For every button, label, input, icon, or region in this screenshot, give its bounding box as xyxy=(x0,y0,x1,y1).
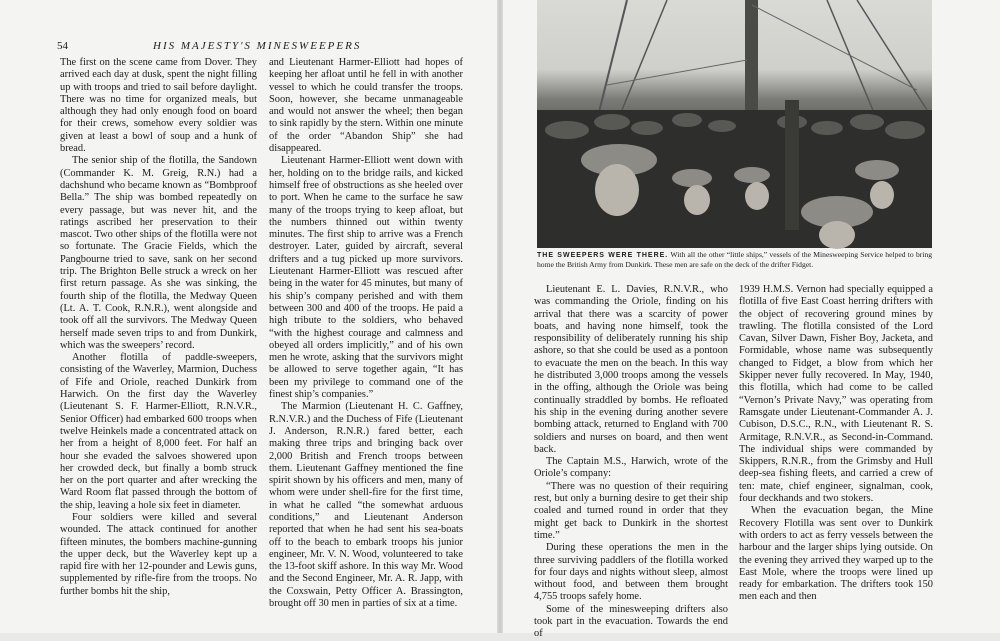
paragraph: When the evacuation began, the Mine Recovery Flotilla was sent over to Dunkirk with orders to act as ferry vessels between the harbour and the larger ships lying outside. On the evening they arrived they warped up to the East Mole, where the troops were lined up ready for embarkation. The drifters took 150 men each and then xyxy=(739,505,933,603)
paragraph: The senior ship of the flotilla, the Sandown (Commander K. M. Greig, R.N.) had a dachshund who became known as “Bombproof Bella.” The ship was bombed repeatedly on every passage, but was never hit, and the ratings ascribed her preservation to their mascot. Two other ships of the flotilla were not so fortunate. The Gracie Fields, which the Pangbourne tried to save, sank on her second trip. The Brighton Belle struck a wreck on her first return passage. As she was sinking, the fourth ship of the flotilla, the Medway Queen (Lt. A. T. Cook, R.N.R.), went alongside and took off all the survivors. The Medway Queen herself made seven trips to and from Dunkirk, which was the sweepers’ record. xyxy=(60,155,257,351)
photo-caption xyxy=(537,250,932,269)
right-column-1 xyxy=(534,284,728,640)
paragraph: 1939 H.M.S. Vernon had specially equipped a flotilla of five East Coast herring drifters with the object of recovering ground mines by trawling. The flotilla consisted of the Lord Cavan, Silver Dawn, Fisher Boy, Jacketa, and Formidable, whose name was subsequently changed to Fidget, a blow from which her Skipper never fully recovered. In May, 1940, this flotilla, which had come to be called “Vernon’s Private Navy,” was operating from Ramsgate under Lieutenant-Commander A. J. Cubison, D.S.C., R.N., with Lieutenant R. S. Armitage, R.N.V.R., as Second-in-Command. The individual ships were commanded by Skippers, R.N.R., from the Grimsby and Hull deep-sea fishing fleets, and carried a crew of ten: mate, chief engineer, signalman, cook, four deckhands and two stokers. xyxy=(739,284,933,505)
paragraph: “There was no question of their requiring rest, but only a burning desire to get their ship coaled and turned round in order that they might get back to Dunkirk in the shortest time.” xyxy=(534,480,728,541)
paragraph: and Lieutenant Harmer-Elliott had hopes of keeping her afloat until he fell in with another vessel to which he could transfer the troops. Soon, however, she became unmanageable and would not answer the wheel; then began to sink rapidly by the stern. Within one minute of the order “Abandon Ship” she had disappeared. xyxy=(269,57,463,155)
paragraph: Lieutenant E. L. Davies, R.N.V.R., who was commanding the Oriole, finding on his arrival that there was a scarcity of power boats, and having none himself, took the responsibility of deliberately running his ship ashore, so that she could be used as a pontoon to evacuate the men on the beach. In this way he distributed 3,000 troops among the vessels in the offing, although the Oriole was being continually straddled by bombs. He refloated his ship in the evening during another severe bombing attack, returned to England with 700 soldiers and nurses on board, and then went back. xyxy=(534,284,728,455)
running-head xyxy=(57,40,457,56)
deck-photograph xyxy=(537,0,932,248)
paragraph: The Captain M.S., Harwich, wrote of the Oriole’s company: xyxy=(534,456,728,480)
caption-text: With all the other “little ships,” vessels of the Minesweeping Service helped to bring home the British Army from Dunkirk. These men are safe on the deck of the drifter Fidget. xyxy=(537,250,932,269)
paragraph: Four soldiers were killed and several wounded. The attack continued for another fifteen minutes, the bombers machine-gunning the upper deck, but the Waverley kept up a rapid fire with her 12-pounder and Lewis guns, supplemented by rifle-fire from the troops. No further bombs hit the ship, xyxy=(60,511,257,597)
caption-lead: THE SWEEPERS WERE THERE. xyxy=(537,252,669,259)
paragraph: Lieutenant Harmer-Elliott went down with her, holding on to the bridge rails, and kicked himself free of obstructions as she heeled over to port. When he came to the surface he saw many of the troops trying to keep afloat, but the numbers thinned out within twenty minutes. The first ship to arrive was a French destroyer. Later, guided by aircraft, several drifters and a tug picked up more survivors. Lieutenant Harmer-Elliott was rescued after being in the water for 45 minutes, but many of his ship’s company perished and with them between 300 and 400 of the troops. He paid a high tribute to the soldiers, who behaved “with the highest courage and calmness and obeyed all orders implicitly,” and of his own men he wrote, asking that the survivors might be allowed to serve together again, “It has been my privilege to command one of the finest ship’s companies.” xyxy=(269,155,463,401)
left-column-2 xyxy=(269,57,463,610)
paragraph: Another flotilla of paddle-sweepers, consisting of the Waverley, Marmion, Duchess of Fife and Oriole, reached Dunkirk from Harwich. On the first day the Waverley (Lieutenant S. F. Harmer-Elliott, R.N.V.R., Senior Officer) had embarked 600 troops when twelve Heinkels made a concentrated attack on her from a height of 8,000 feet. For half an hour she evaded the salvoes showered upon her crowded deck, but finally a bomb struck her on the port quarter and after wrecking the Ward Room flat passed through the bottom of the ship, leaving a hole six feet in diameter. xyxy=(60,352,257,511)
paragraph: Some of the minesweeping drifters also took part in the evacuation. Towards the end of xyxy=(534,603,728,640)
left-column-1 xyxy=(60,57,257,597)
right-column-2 xyxy=(739,284,933,603)
running-head-title: HIS MAJESTY'S MINESWEEPERS xyxy=(153,40,362,52)
page-number: 54 xyxy=(57,40,68,52)
paragraph: During these operations the men in the three surviving paddlers of the flotilla worked for four days and nights without sleep, almost without food, and between them brought 4,755 troops safely home. xyxy=(534,542,728,603)
paragraph: The first on the scene came from Dover. They arrived each day at dusk, spent the night filling up with troops and tried to sail before daylight. There was no time for organized meals, but although they had only enough food on board for their crews, somehow every soldier was given at least a bowl of soup and a hunk of bread. xyxy=(60,57,257,155)
paragraph: The Marmion (Lieutenant H. C. Gaffney, R.N.V.R.) and the Duchess of Fife (Lieutenant J. Anderson, R.N.R.) fared better, each making three trips and bringing back over 2,000 British and French troops between them. Lieutenant Gaffney mentioned the fine spirit shown by his officers and men, many of whom were under shell-fire for the first time, in what he called “the somewhat arduous conditions,” and Lieutenant Anderson reported that when he had sent his sea-boats off to the beach to embark troops his junior engineer, Mr. V. N. Wood, volunteered to take the 13-foot skiff ashore. In this way Mr. Wood and the Second Engineer, Mr. A. R. Japp, with the Coxswain, Petty Officer A. Brassington, brought off 30 men in parties of six at a time. xyxy=(269,401,463,610)
left-page xyxy=(0,0,497,633)
photo-illustration xyxy=(537,0,932,248)
